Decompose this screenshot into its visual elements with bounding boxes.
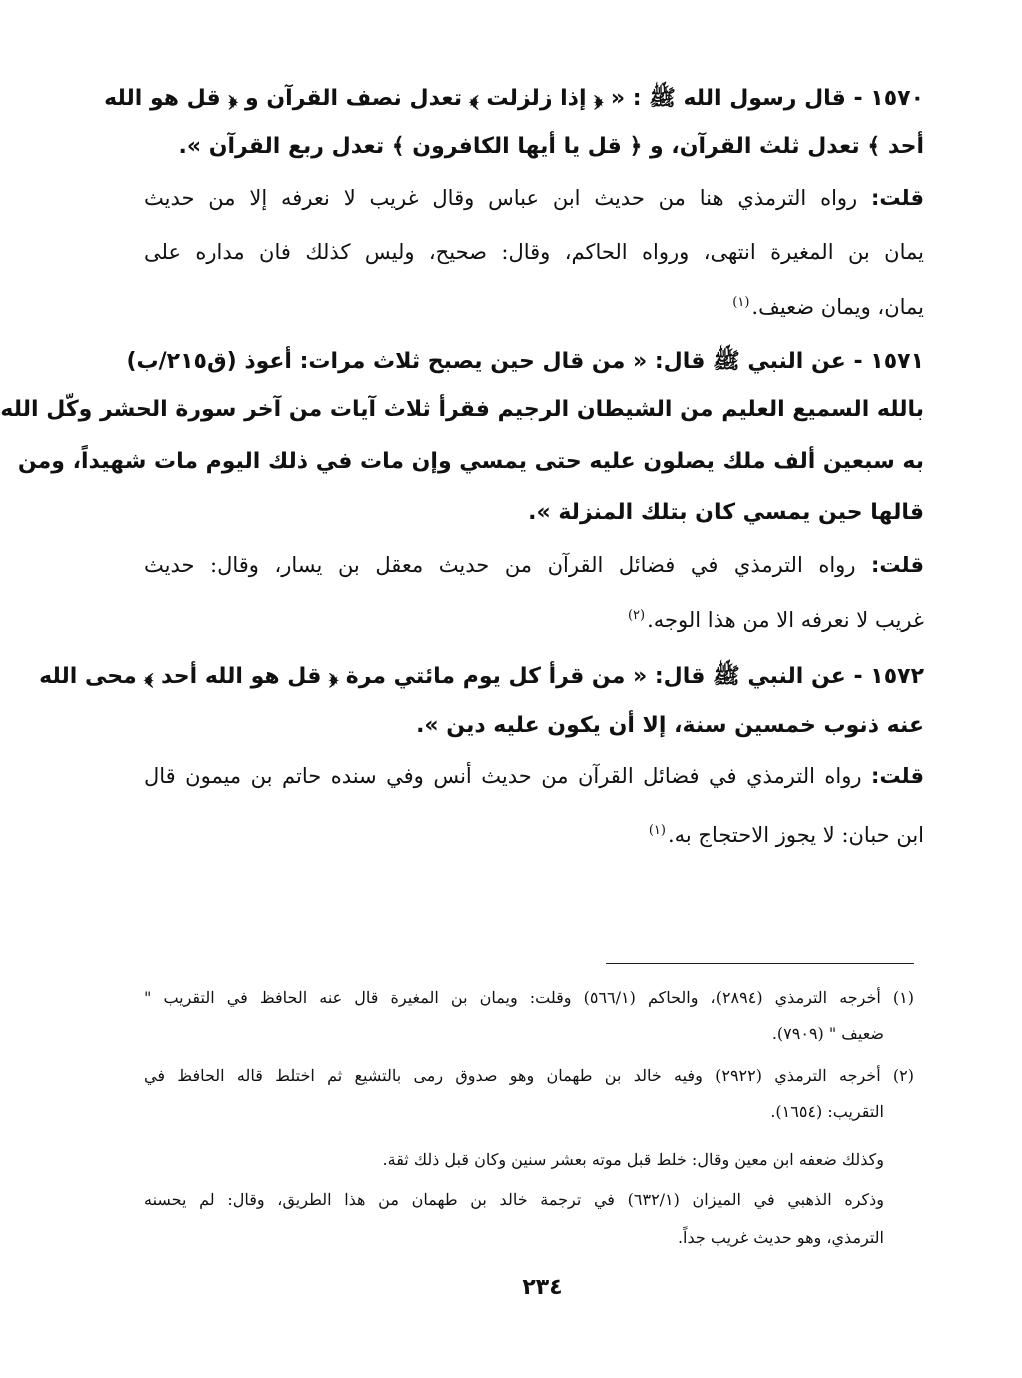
comment-text: رواه الترمذي في فضائل القرآن من حديث معقل بن يسار، وقال: حديث	[144, 553, 856, 577]
comment-1572-line-1	[144, 764, 924, 788]
comment-1570-line-3	[144, 295, 924, 319]
comment-label: قلت:	[871, 764, 924, 788]
hadith-1571-line-2: بالله السميع العليم من الشيطان الرجيم فقرأ ثلاث آيات من آخر سورة الحشر وكّل الله	[0, 397, 924, 422]
footnote-2-line-2: التقريب: (١٦٥٤).	[770, 1102, 884, 1121]
footnote-2-line-1: (٢) أخرجه الترمذي (٢٩٢٢) وفيه خالد بن طهمان وهو صدوق رمى بالتشيع ثم اختلط قاله الحافظ في	[144, 1066, 915, 1085]
comment-text: رواه الترمذي في فضائل القرآن من حديث أنس وفي سنده حاتم بن ميمون قال	[144, 764, 862, 788]
comment-1571-line-1	[144, 553, 924, 577]
footnote-1-line-1: (١) أخرجه الترمذي (٢٨٩٤)، والحاكم (٥٦٦/١) وقلت: ويمان بن المغيرة قال عنه الحافظ في التقريب "	[144, 988, 914, 1007]
comment-1572-line-2	[144, 823, 924, 847]
footnote-2-line-5: الترمذي، وهو حديث غريب جداً.	[677, 1228, 884, 1247]
comment-1570-line-2: يمان بن المغيرة انتهى، ورواه الحاكم، وقال: صحيح، وليس كذلك فان مداره على	[144, 240, 924, 264]
comment-1571-line-2	[144, 608, 924, 632]
footnote-2-line-4: وذكره الذهبي في الميزان (٦٣٢/١) في ترجمة خالد بن طهمان من هذا الطريق، وقال: لم يحسنه	[144, 1190, 885, 1209]
comment-text: غريب لا نعرفه الا من هذا الوجه.	[647, 608, 924, 632]
footnote-2-line-3: وكذلك ضعفه ابن معين وقال: خلط قبل موته بعشر سنين وكان قبل ذلك ثقة.	[382, 1150, 884, 1169]
footnote-ref-1: (١)	[732, 295, 750, 310]
hadith-1572-line-1: ١٥٧٢ - عن النبي ﷺ قال: « من قرأ كل يوم مائتي مرة ﴿ قل هو الله أحد ﴾ محى الله	[39, 664, 924, 689]
footnote-ref-2: (٢)	[627, 608, 646, 623]
comment-label: قلت:	[871, 186, 924, 210]
footnote-ref-3: (١)	[648, 823, 666, 838]
hadith-1571-line-4: قالها حين يمسي كان بتلك المنزلة ».	[528, 500, 924, 525]
comment-label: قلت:	[871, 553, 924, 577]
comment-text: ابن حبان: لا يجوز الاحتجاج به.	[667, 823, 924, 847]
hadith-1570-line-2: أحد ﴾ تعدل ثلث القرآن، و ﴿ قل يا أيها الكافرون ﴾ تعدل ربع القرآن ».	[178, 134, 924, 159]
hadith-1571-line-1: ١٥٧١ - عن النبي ﷺ قال: « من قال حين يصبح ثلاث مرات: أعوذ (ق٢١٥/ب)	[126, 349, 924, 374]
comment-text: رواه الترمذي هنا من حديث ابن عباس وقال غريب لا نعرفه إلا من حديث	[144, 186, 858, 210]
page-number: ٢٣٤	[522, 1275, 563, 1300]
hadith-1572-line-2: عنه ذنوب خمسين سنة، إلا أن يكون عليه دين ».	[416, 713, 924, 738]
footnote-1-line-2: ضعيف " (٧٩٠٩).	[771, 1024, 884, 1043]
comment-1570-line-1	[144, 186, 924, 210]
hadith-1570-line-1: ١٥٧٠ - قال رسول الله ﷺ : « ﴿ إذا زلزلت ﴾ تعدل نصف القرآن و ﴿ قل هو الله	[104, 86, 924, 111]
footnote-separator	[606, 963, 914, 964]
comment-text: يمان، ويمان ضعيف.	[751, 295, 924, 319]
hadith-1571-line-3: به سبعين ألف ملك يصلون عليه حتى يمسي وإن مات في ذلك اليوم مات شهيداً، ومن	[17, 449, 924, 474]
